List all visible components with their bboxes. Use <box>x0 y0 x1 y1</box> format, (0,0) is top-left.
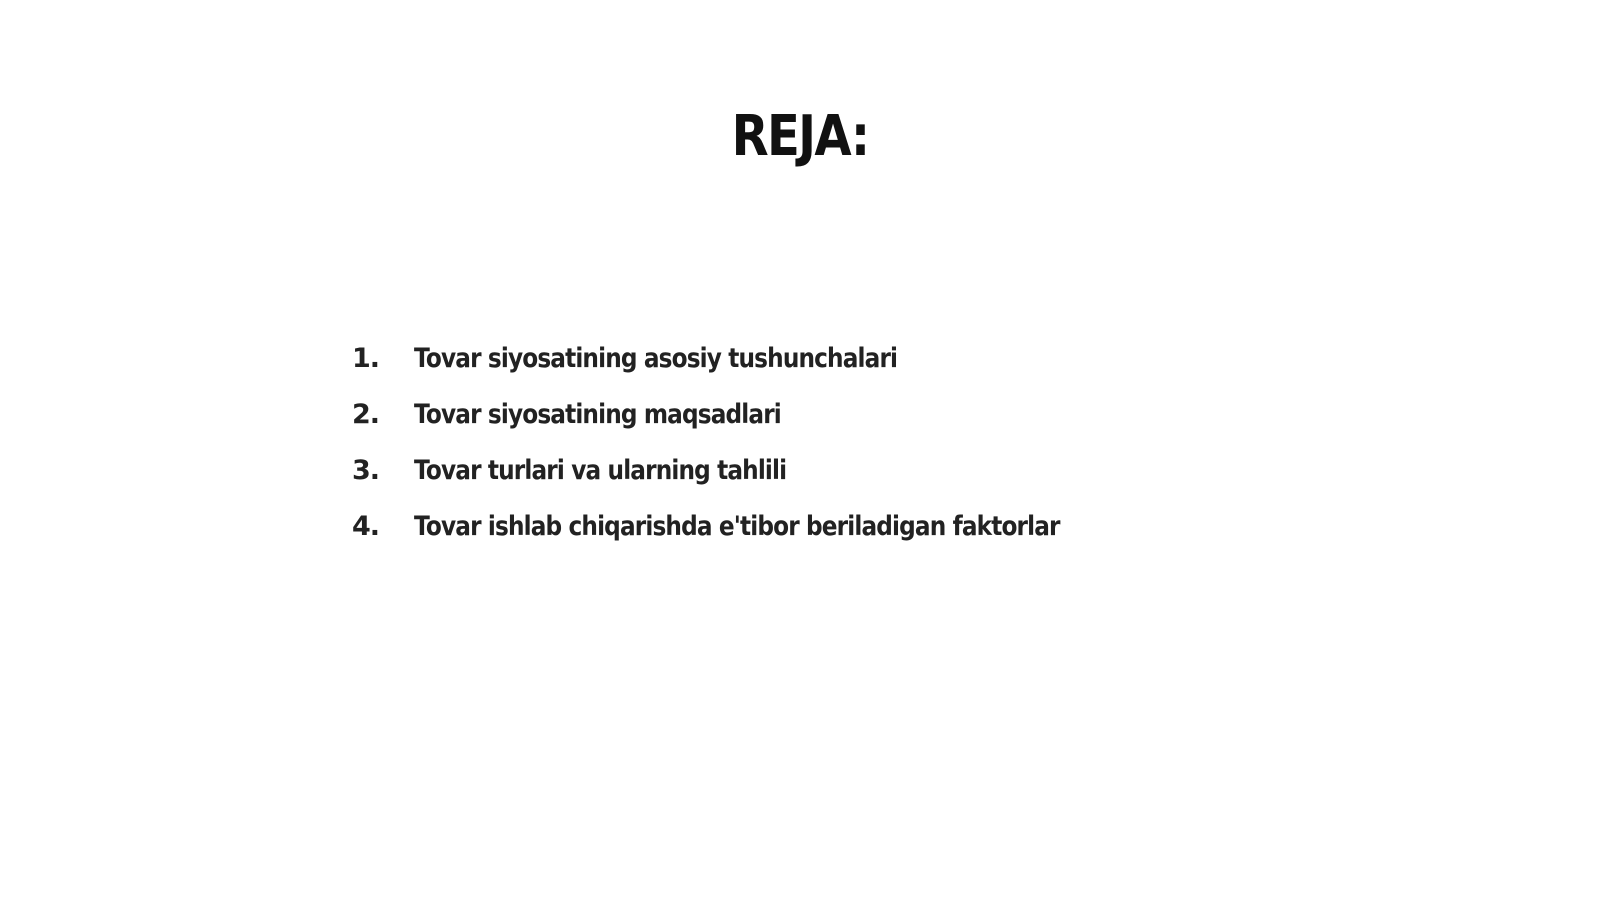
list-item <box>352 442 1165 498</box>
list-item <box>352 330 1165 386</box>
plan-list <box>352 330 1165 554</box>
list-item-number: 3. <box>352 454 380 486</box>
list-item-number: 4. <box>352 510 380 542</box>
slide-title: REJA: <box>731 104 869 169</box>
list-item-number: 1. <box>352 342 380 374</box>
list-item <box>352 498 1165 554</box>
list-item-text: Tovar siyosatining asosiy tushunchalari <box>414 342 898 374</box>
list-item-text: Tovar turlari va ularning tahlili <box>414 454 787 486</box>
list-item-text: Tovar siyosatining maqsadlari <box>414 398 781 430</box>
list-item-text: Tovar ishlab chiqarishda e'tibor beriladigan faktorlar <box>414 510 1060 542</box>
list-item <box>352 386 1165 442</box>
list-item-number: 2. <box>352 398 380 430</box>
